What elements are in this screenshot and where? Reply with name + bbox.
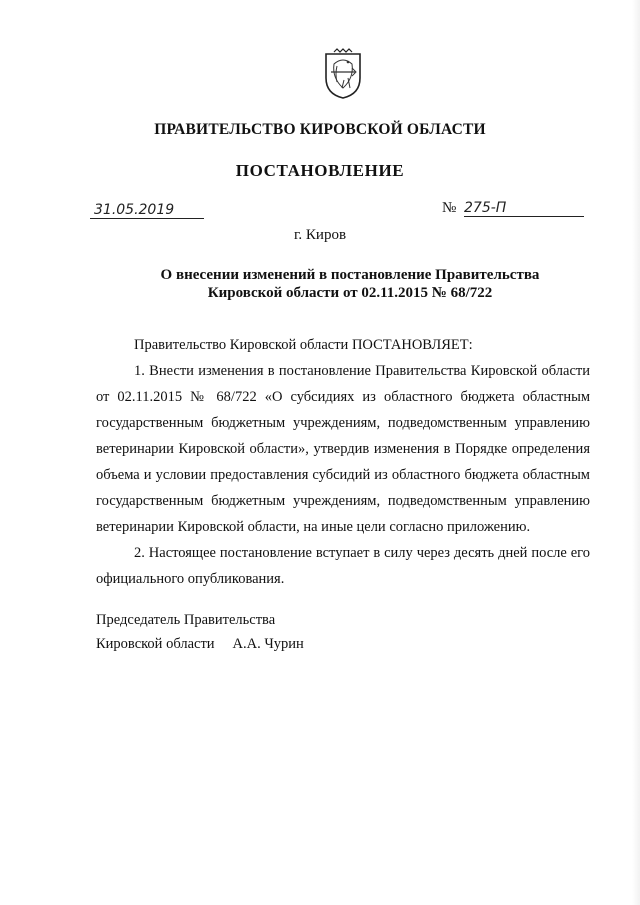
document-body — [96, 332, 590, 592]
item-1-paragraph: 1. Внести изменения в постановление Правительства Кировской области от 02.11.2015 № 68/722 «О субсидиях из областного бюджета областным государственным бюджетным учреждениям, подведомственным управлению ветеринарии Кировской области», утвердив изменения в Порядке определения объема и условии предоставления субсидий из областного бюджета областным государственным бюджетным учреждениям, подведомственным управлению ветеринарии Кировской области, на иные цели согласно приложению. — [96, 363, 590, 535]
scan-edge — [632, 0, 640, 905]
subject-line-2: Кировской области от 02.11.2015 № 68/722 — [207, 285, 493, 301]
document-number-field — [442, 200, 588, 217]
number-label: № — [442, 200, 457, 216]
signatory-title-line-2: Кировской области — [96, 636, 215, 652]
signatory-title-line-1: Председатель Правительства — [96, 612, 276, 628]
kirov-coat-of-arms-icon — [322, 48, 364, 100]
item-2-paragraph: 2. Настоящее постановление вступает в силу через десять дней после его официального опубликования. — [96, 545, 590, 587]
signatory-name: А.А. Чурин — [232, 636, 304, 652]
subject-line-1: О внесении изменений в постановление Правительства — [160, 267, 540, 283]
document-number: 275-П — [464, 200, 584, 217]
signature-block — [96, 608, 304, 656]
document-date: 31.05.2019 — [90, 202, 204, 219]
document-subject — [0, 266, 640, 302]
intro-paragraph: Правительство Кировской области ПОСТАНОВЛЯЕТ: — [134, 337, 473, 353]
government-title: ПРАВИТЕЛЬСТВО КИРОВСКОЙ ОБЛАСТИ — [154, 121, 486, 138]
document-type: ПОСТАНОВЛЕНИЕ — [235, 161, 405, 180]
city: г. Киров — [293, 227, 347, 243]
